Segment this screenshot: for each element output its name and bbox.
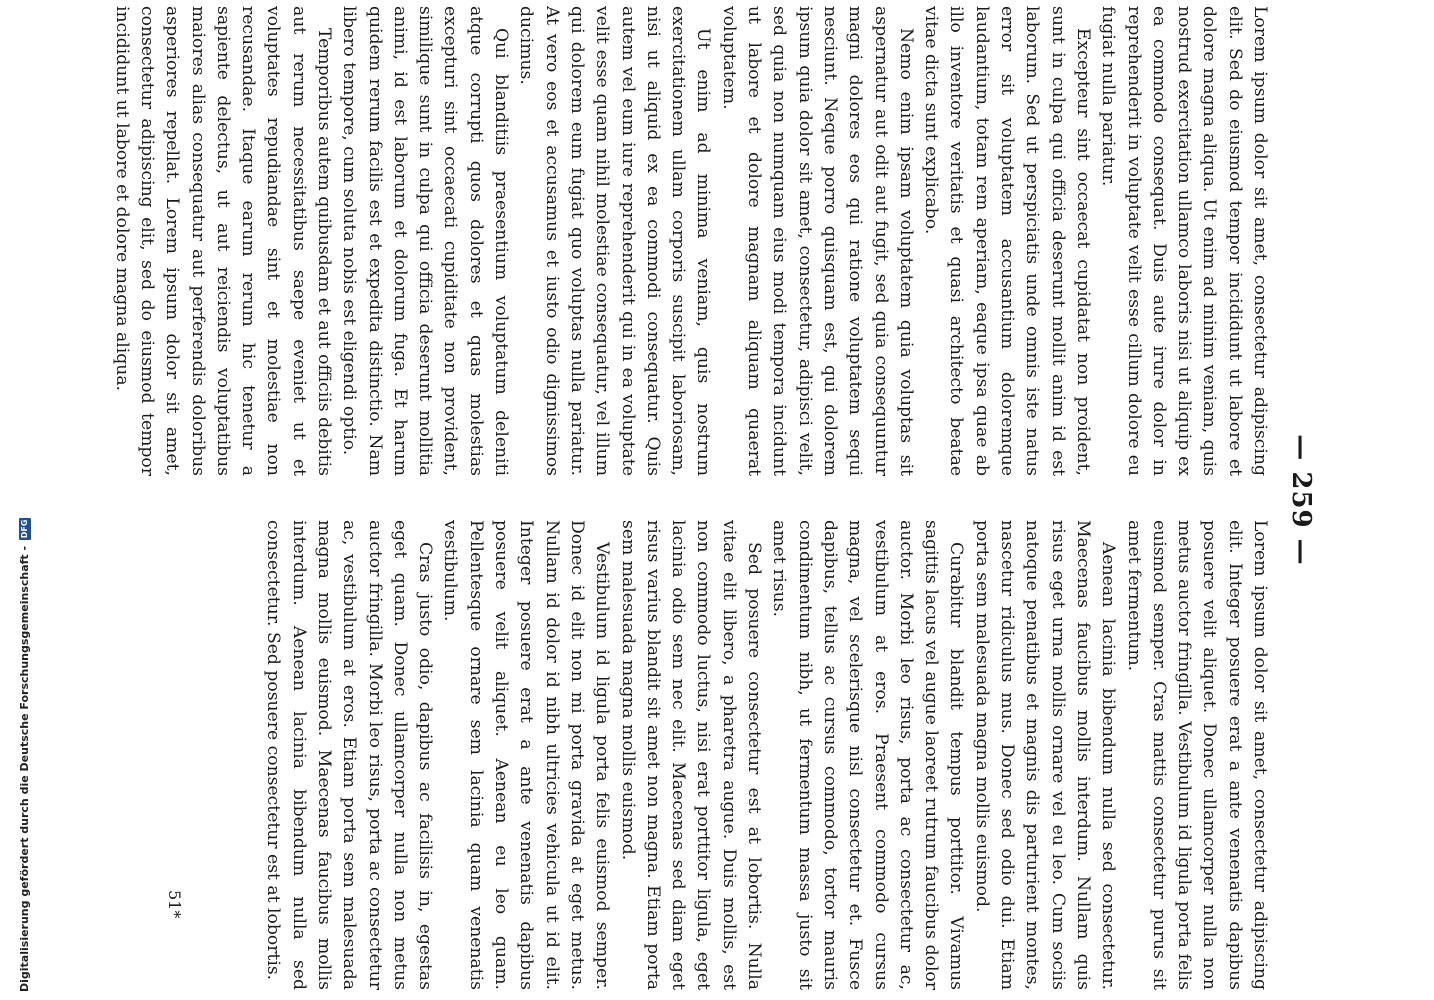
paragraph: Temporibus autem quibusdam et aut officiis debitis aut rerum necessitatibus saepe eveniet ut et voluptates repudiandae sint et molestiae non recusandae. Itaque earum rerum hic tenetur a sapiente delectus, ut aut reiciendis voluptatibus maiores alias consequatur aut perferendis doloribus asperiores repellat. Lorem ipsum dolor sit amet, consectetur adipiscing elit, sed do eiusmod tempor incididunt ut labore et dolore magna aliqua. [111,6,335,476]
paragraph: Qui blanditiis praesentium voluptatum deleniti atque corrupti quos dolores et quas molestias excepturi sint occaecati cupiditate non provident, similique sunt in culpa qui officia deserunt mollitia animi, id est laborum et dolorum fuga. Et harum quidem rerum facilis est et expedita distinctio. Nam libero tempore, cum soluta nobis est eligendi optio. [339,6,512,476]
paragraph: Lorem ipsum dolor sit amet, consectetur adipiscing elit. Sed do eiusmod tempor incididunt ut labore et dolore magna aliqua. Ut enim ad minim veniam, quis nostrud exercitation ullamco laboris nisi ut aliquip ex ea commodo consequat. Duis aute irure dolor in reprehenderit in voluptate velit esse cillum dolore eu fugiat nulla pariatur. [1098,6,1270,476]
paragraph: Lorem ipsum dolor sit amet, consectetur adipiscing elit. Integer posuere erat a ante venenatis dapibus posuere velit aliquet. Donec ullamcorper nulla non metus auctor fringilla. Vestibulum id ligula porta felis euismod semper. Cras mattis consectetur purus sit amet fermentum. [1123,520,1270,990]
paragraph: Vestibulum id ligula porta felis euismod semper. Donec id elit non mi porta gravida at eget metus. Nullam id dolor id nibh ultricies vehicula ut id elit. Integer posuere erat a ante venenatis dapibus posuere velit aliquet. Aenean eu leo quam. Pellentesque ornare sem lacinia quam venenatis vestibulum. [440,520,613,990]
document-page [111,0,1334,1000]
dfg-logo-icon: DFG [19,519,29,539]
page-number: — 259 — [1286,434,1316,566]
digitization-credit [0,0,31,1000]
paragraph: Curabitur blandit tempus porttitor. Vivamus sagittis lacus vel augue laoreet rutrum faucibus dolor auctor. Morbi leo risus, porta ac consectetur ac, vestibulum at eros. Praesent commodo cursus magna, vel scelerisque nisl consectetur et. Fusce dapibus, tellus ac cursus commodo, tortor mauris condimentum nibh, ut fermentum massa justo sit amet risus. [769,520,967,990]
credit-text: Digitalisierung gefördert durch die Deutsche Forschungsgemeinschaft - [18,545,31,992]
paragraph: Ut enim ad minima veniam, quis nostrum exercitationem ullam corporis suscipit laboriosam, nisi ut aliquid ex ea commodi consequatur. Quis autem vel eum iure reprehenderit qui in ea voluptate velit esse quam nihil molestiae consequatur, vel illum qui dolorem eum fugiat quo voluptas nulla pariatur. At vero eos et accusamus et iusto odio dignissimos ducimus. [516,6,714,476]
printer-signature: 51* [165,890,184,919]
text-column-left [111,6,1272,476]
text-column-right [212,520,1272,990]
paragraph: Excepteur sint occaecat cupidatat non proident, sunt in culpa qui officia deserunt mollit anim id est laborum. Sed ut perspiciatis unde omnis iste natus error sit voluptatem accusantium doloremque laudantium, totam rem aperiam, eaque ipsa quae ab illo inventore veritatis et quasi architecto beatae vitae dicta sunt explicabo. [921,6,1093,476]
paragraph: Cras justo odio, dapibus ac facilisis in, egestas eget quam. Donec ullamcorper nulla non metus auctor fringilla. Morbi leo risus, porta ac consectetur ac, vestibulum at eros. Etiam porta sem malesuada magna mollis euismod. Maecenas faucibus mollis interdum. Aenean lacinia bibendum nulla sed consectetur. Sed posuere consectetur est at lobortis. [263,520,436,990]
paragraph: Nemo enim ipsam voluptatem quia voluptas sit aspernatur aut odit aut fugit, sed quia consequuntur magni dolores eos qui ratione voluptatem sequi nesciunt. Neque porro quisquam est, qui dolorem ipsum quia dolor sit amet, consectetur, adipisci velit, sed quia non numquam eius modi tempora incidunt ut labore et dolore magnam aliquam quaerat voluptatem. [718,6,916,476]
paragraph: Sed posuere consectetur est at lobortis. Nulla vitae elit libero, a pharetra augue. Duis mollis, est non commodo luctus, nisi erat porttitor ligula, eget lacinia odio sem nec elit. Maecenas sed diam eget risus varius blandit sit amet non magna. Etiam porta sem malesuada magna mollis euismod. [617,520,765,990]
paragraph: Aenean lacinia bibendum nulla sed consectetur. Maecenas faucibus mollis interdum. Nullam quis risus eget urna mollis ornare vel eu leo. Cum sociis natoque penatibus et magnis dis parturient montes, nascetur ridiculus mus. Donec sed odio dui. Etiam porta sem malesuada magna mollis euismod. [971,520,1119,990]
